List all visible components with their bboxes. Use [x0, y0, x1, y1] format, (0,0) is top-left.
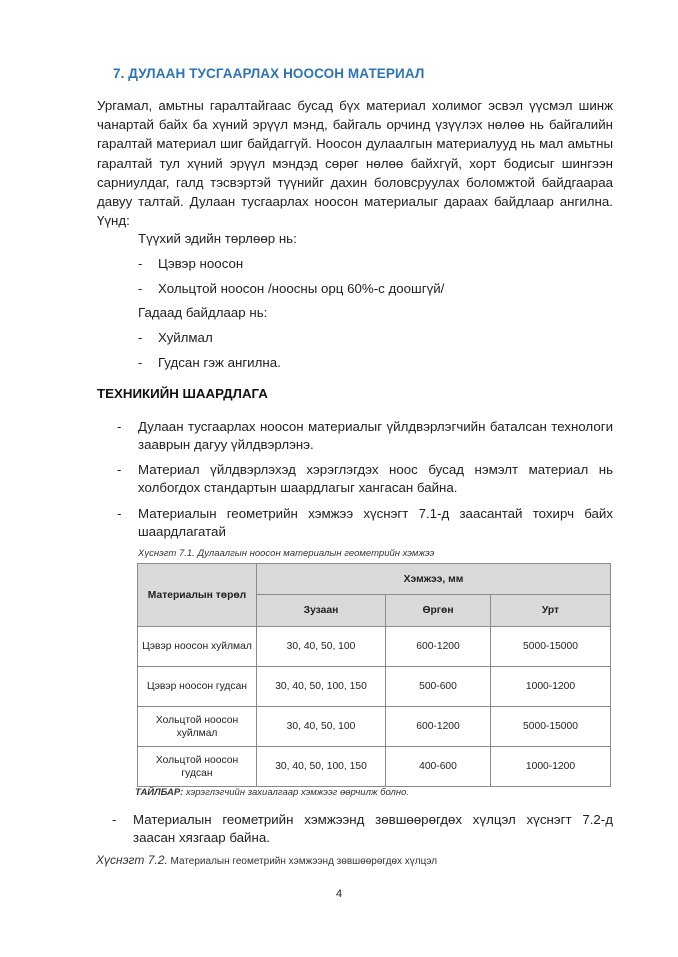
cell-thickness: 30, 40, 50, 100, 150 [257, 747, 386, 787]
section-heading: 7. ДУЛААН ТУСГААРЛАХ НООСОН МАТЕРИАЛ [113, 66, 425, 81]
col-group-header: Хэмжээ, мм [257, 564, 611, 595]
table-row [138, 747, 611, 787]
list-item-text: Хольцтой ноосон /ноосны орц 60%-с доошгүй/ [158, 281, 445, 296]
cell-material: Цэвэр ноосон хуйлмал [138, 627, 257, 667]
list-item [138, 330, 213, 345]
table2-caption [96, 853, 437, 867]
cell-length: 1000-1200 [491, 667, 611, 707]
cell-material: Цэвэр ноосон гудсан [138, 667, 257, 707]
list-item [138, 256, 243, 271]
cell-width: 600-1200 [386, 627, 491, 667]
dash-bullet: - [138, 281, 143, 296]
col-header-thickness: Зузаан [257, 595, 386, 627]
technical-heading: ТЕХНИКИЙН ШААРДЛАГА [97, 386, 268, 401]
cell-width: 600-1200 [386, 707, 491, 747]
table-note [135, 787, 409, 798]
requirement-text: Дулаан тусгаарлах ноосон материалыг үйлдвэрлэгчийн баталсан технологи зааврын дагуу үйлдвэрлэнэ. [138, 419, 613, 452]
dimensions-table [137, 563, 611, 787]
dash-bullet: - [117, 506, 122, 521]
list-item [138, 281, 444, 296]
requirement-item [117, 505, 613, 541]
dash-bullet: - [112, 812, 117, 827]
requirement-text: Материалын геометрийн хэмжээ хүснэгт 7.1-д заасантай тохирч байх шаардлагатай [138, 506, 613, 539]
caption-number: Хүснэгт 7.2. [96, 853, 168, 867]
requirement-item [117, 461, 613, 497]
cell-width: 500-600 [386, 667, 491, 707]
cell-material: Хольцтой ноосон хуйлмал [138, 707, 257, 747]
table-caption: Хүснэгт 7.1. Дулаалгын ноосон материалын геометрийн хэмжээ [138, 548, 435, 559]
dash-bullet: - [138, 330, 143, 345]
table-row [138, 707, 611, 747]
table-row [138, 667, 611, 707]
table-header-row [138, 564, 611, 595]
table-row [138, 627, 611, 667]
page-number: 4 [335, 888, 343, 900]
note-text: хэрэглэгчийн захиалгаар хэмжээг өөрчилж болно. [183, 787, 410, 798]
list-item-text: Гудсан гэж ангилна. [158, 355, 281, 370]
intro-paragraph: Ургамал, амьтны гаралтайгаас бусад бүх материал холимог эсвэл үүсмэл шинж чанартай байх ба хүний эрүүл мэнд, байгаль орчинд үзүүлэх нөлөө нь байгалийн гаралтай материал шиг байдаггүй. Ноосон дулаалгын материалууд нь мал амьтны гаралтай тул хүний эрүүл мэндэд сөрөг нөлөө байхгүй, хорт бодисыг шингээн сарниулдаг, галд тэсвэртэй түүнийг дахин боловсруулах боломжтой байдгаараа давуу талтай. Дулаан тусгаарлах ноосон материалыг дараах байдлаар ангилна. Үүнд: [97, 98, 613, 229]
list-item [138, 355, 281, 370]
col-header-width: Өргөн [386, 595, 491, 627]
cell-material: Хольцтой ноосон гудсан [138, 747, 257, 787]
raw-material-label: Түүхий эдийн төрлөөр нь: [138, 231, 297, 246]
col-header-material: Материалын төрөл [138, 564, 257, 627]
caption-text: Материалын геометрийн хэмжээнд зөвшөөрөгдөх хүлцэл [167, 856, 438, 867]
list-item-text: Хуйлмал [158, 330, 213, 345]
list-item-text: Цэвэр ноосон [158, 256, 244, 271]
dash-bullet: - [138, 355, 143, 370]
dash-bullet: - [117, 419, 122, 434]
note-label: ТАЙЛБАР: [135, 787, 184, 798]
cell-width: 400-600 [386, 747, 491, 787]
cell-thickness: 30, 40, 50, 100 [257, 707, 386, 747]
requirement-text: Материалын геометрийн хэмжээнд зөвшөөрөгдөх хүлцэл хүснэгт 7.2-д заасан хязгаар байна. [133, 812, 613, 845]
dash-bullet: - [138, 256, 143, 271]
cell-length: 1000-1200 [491, 747, 611, 787]
requirement-text: Материал үйлдвэрлэхэд хэрэглэгдэх ноос бусад нэмэлт материал нь холбогдох стандартын шаардлагыг хангасан байна. [138, 462, 613, 495]
appearance-label: Гадаад байдлаар нь: [138, 305, 268, 320]
cell-length: 5000-15000 [491, 707, 611, 747]
requirement-item [117, 418, 613, 454]
col-header-length: Урт [491, 595, 611, 627]
dash-bullet: - [117, 462, 122, 477]
cell-thickness: 30, 40, 50, 100 [257, 627, 386, 667]
requirement-item [112, 811, 613, 847]
cell-thickness: 30, 40, 50, 100, 150 [257, 667, 386, 707]
cell-length: 5000-15000 [491, 627, 611, 667]
